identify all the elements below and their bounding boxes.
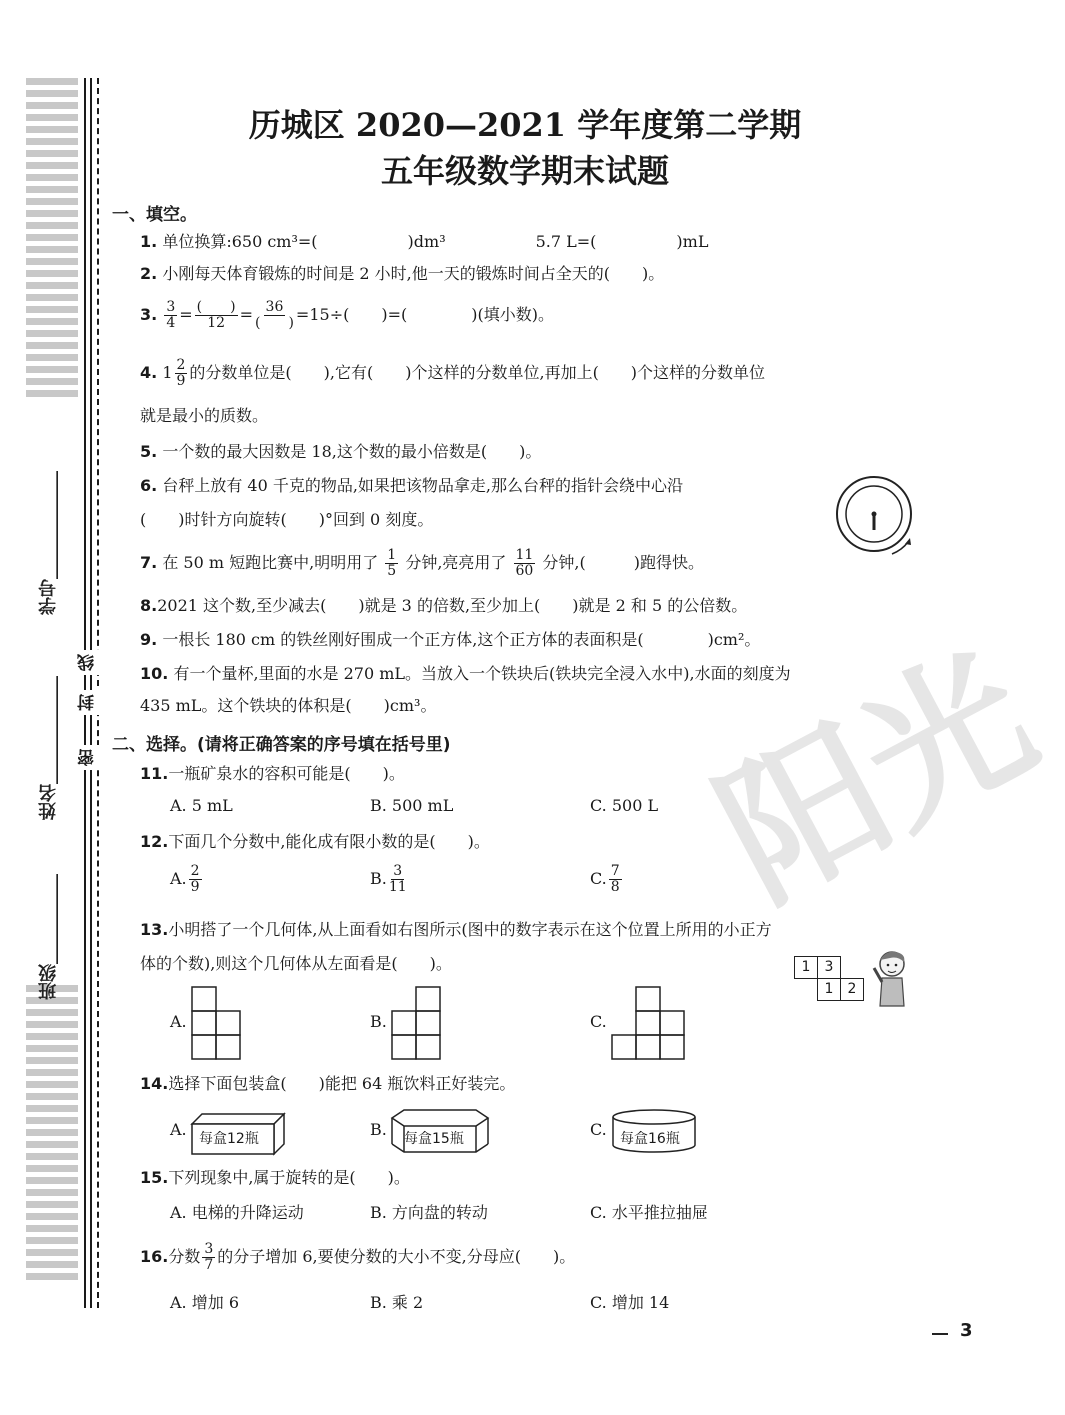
question-6: 6. 台秤上放有 40 千克的物品,如果把该物品拿走,那么台秤的指针会绕中心沿 <box>140 476 684 495</box>
question-6-line2: ( )时针方向旋转( )°回到 0 刻度。 <box>140 510 434 529</box>
name-field[interactable]: 姓名____________ <box>38 676 59 820</box>
q13-option-a-shape[interactable] <box>190 985 250 1060</box>
question-5: 5. 一个数的最大因数是 18,这个数的最小倍数是( )。 <box>140 442 542 461</box>
q11-option-a[interactable]: A. 5 mL <box>170 796 233 815</box>
question-16: 16.分数 $\frac{3}{7}$ 的分子增加 6,要使分数的大小不变,分母应( )。 <box>140 1241 576 1273</box>
watermark: 阳光 <box>691 619 1062 935</box>
q11-option-b[interactable]: B. 500 mL <box>370 796 454 815</box>
class-field[interactable]: 班级__________ <box>38 874 59 1000</box>
q16-option-c[interactable]: C. 增加 14 <box>590 1293 670 1312</box>
q13-option-b-label[interactable]: B. <box>370 1012 387 1031</box>
question-13-line2: 体的个数),则这个几何体从左面看是( )。 <box>140 954 452 973</box>
seal-char-secret: 密 <box>75 745 100 770</box>
q15-option-a[interactable]: A. 电梯的升降运动 <box>170 1203 304 1222</box>
top-view-cell: 1 <box>794 956 818 979</box>
q12-option-c[interactable]: C. $\frac{7}{8}$ <box>590 863 620 895</box>
exam-title: 历城区 2020—2021 学年度第二学期 <box>248 106 802 144</box>
q13-option-a-label[interactable]: A. <box>170 1012 187 1031</box>
top-view-grid <box>794 956 866 1002</box>
binding-stripes-top <box>26 78 78 402</box>
q16-option-a[interactable]: A. 增加 6 <box>170 1293 239 1312</box>
page-number-dash <box>932 1333 948 1335</box>
page-number: 3 <box>960 1320 973 1341</box>
binding-stripes-bottom <box>26 985 78 1285</box>
top-view-cell: 3 <box>817 956 841 979</box>
q12-option-b[interactable]: B. $\frac{3}{11}$ <box>370 863 407 895</box>
question-9: 9. 一根长 180 cm 的铁丝刚好围成一个正方体,这个正方体的表面积是( )cm²。 <box>140 630 761 649</box>
q13-option-b-shape[interactable] <box>390 985 450 1060</box>
q16-option-b[interactable]: B. 乘 2 <box>370 1293 424 1312</box>
top-view-cell: 2 <box>840 978 864 1001</box>
q14-option-c-label[interactable]: C. <box>590 1120 607 1139</box>
question-1: 1. 单位换算:650 cm³=( )dm³ 5.7 L=( )mL <box>140 232 709 251</box>
q14-option-c-text: 每盒16瓶 <box>620 1131 680 1147</box>
top-view-cell: 1 <box>817 978 841 1001</box>
question-4-line2: 就是最小的质数。 <box>140 406 269 425</box>
q13-option-c-label[interactable]: C. <box>590 1012 607 1031</box>
question-12: 12.下面几个分数中,能化成有限小数的是( )。 <box>140 832 490 851</box>
question-2: 2. 小刚每天体育锻炼的时间是 2 小时,他一天的锻炼时间占全天的( )。 <box>140 264 665 283</box>
q11-option-c[interactable]: C. 500 L <box>590 796 659 815</box>
q15-option-c[interactable]: C. 水平推拉抽屉 <box>590 1203 708 1222</box>
question-13: 13.小明搭了一个几何体,从上面看如右图所示(图中的数字表示在这个位置上所用的小正方 <box>140 920 772 939</box>
section2-heading: 二、选择。(请将正确答案的序号填在括号里) <box>112 735 451 755</box>
q12-option-a[interactable]: A. $\frac{2}{9}$ <box>170 863 200 895</box>
question-14: 14.选择下面包装盒( )能把 64 瓶饮料正好装完。 <box>140 1074 516 1093</box>
question-8: 8.2021 这个数,至少减去( )就是 3 的倍数,至少加上( )就是 2 和 5 的公倍数。 <box>140 596 748 615</box>
question-4: 4. 1 $\frac{2}{9}$ 的分数单位是( ),它有( )个这样的分数单位,再加上( )个这样的分数单位 <box>140 357 766 389</box>
question-15: 15.下列现象中,属于旋转的是( )。 <box>140 1168 410 1187</box>
question-10: 10. 有一个量杯,里面的水是 270 mL。当放入一个铁块后(铁块完全浸入水中),水面的刻度为 <box>140 664 791 683</box>
seal-char-seal: 封 <box>75 690 100 715</box>
question-10-line2: 435 mL。这个铁块的体积是( )cm³。 <box>140 696 437 715</box>
q15-option-b[interactable]: B. 方向盘的转动 <box>370 1203 488 1222</box>
q14-option-b-label[interactable]: B. <box>370 1120 387 1139</box>
question-7: 7. 在 50 m 短跑比赛中,明明用了 $\frac{1}{5}$ 分钟,亮亮用了 $\frac{11}{60}$ 分钟,( )跑得快。 <box>140 547 704 579</box>
question-3: 3. $\frac{3}{4}$ = $\frac{( )}{12}$ = $\frac{36}{( )}$ =15÷( )=( )(填小数)。 <box>140 299 554 331</box>
q14-option-a-label[interactable]: A. <box>170 1120 187 1139</box>
q14-option-b-text: 每盒15瓶 <box>404 1131 464 1147</box>
exam-subtitle: 五年级数学期末试题 <box>380 152 669 190</box>
section1-heading: 一、填空。 <box>112 205 197 225</box>
q13-option-c-shape[interactable] <box>610 985 690 1060</box>
student-id-field[interactable]: 学号____________ <box>38 471 59 615</box>
q14-option-a-text: 每盒12瓶 <box>199 1131 259 1147</box>
scale-dial-figure <box>832 474 912 554</box>
question-11: 11.一瓶矿泉水的容积可能是( )。 <box>140 764 405 783</box>
boy-illustration <box>872 948 912 1014</box>
seal-char-line: 线 <box>75 650 100 675</box>
